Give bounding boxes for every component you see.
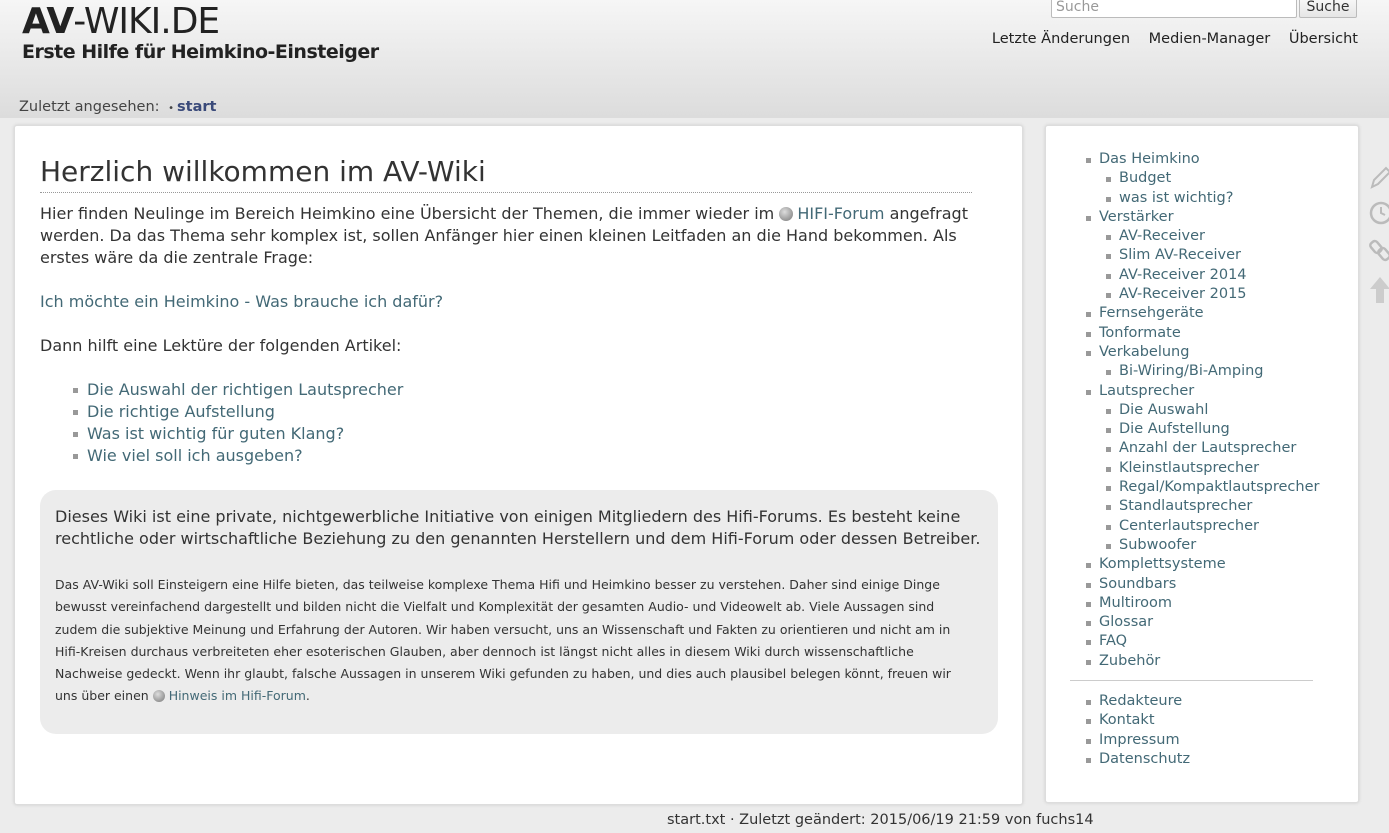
sidebar-item-multiroom[interactable]: Multiroom	[1086, 594, 1319, 613]
edit-icon[interactable]	[1368, 165, 1389, 191]
article-link-speaker-selection[interactable]: Die Auswahl der richtigen Lautsprecher	[87, 380, 404, 399]
sidebar-item-das-heimkino[interactable]: Das Heimkino	[1086, 150, 1319, 169]
list-item	[73, 401, 403, 423]
sidebar-item-verkabelung[interactable]: Verkabelung	[1086, 343, 1319, 362]
sidebar-item-tonformate[interactable]: Tonformate	[1086, 324, 1319, 343]
logo-subtitle: Erste Hilfe für Heimkino-Einsteiger	[22, 41, 379, 63]
search-button[interactable]: Suche	[1299, 0, 1357, 18]
article-link-budget[interactable]: Wie viel soll ich ausgeben?	[87, 446, 303, 465]
sidebar-item-slim-av-receiver[interactable]: Slim AV-Receiver	[1106, 246, 1319, 265]
globe-icon	[153, 690, 165, 702]
hifi-forum-link[interactable]: HIFI-Forum	[797, 204, 885, 223]
sidebar-item-zubehör[interactable]: Zubehör	[1086, 652, 1319, 671]
sidebar-item-imprint[interactable]: Impressum	[1086, 731, 1190, 750]
page-info: start.txt · Zuletzt geändert: 2015/06/19 21:59 von fuchs14	[667, 812, 1094, 828]
sidebar-item-contact[interactable]: Kontakt	[1086, 711, 1190, 730]
list-item	[73, 379, 403, 401]
sidebar-item-av-receiver-2015[interactable]: AV-Receiver 2015	[1106, 285, 1319, 304]
list-item	[73, 423, 403, 445]
site-logo[interactable]	[22, 2, 379, 62]
hifi-forum-hint-link[interactable]: Hinweis im Hifi-Forum	[168, 688, 306, 704]
sidebar-item-budget[interactable]: Budget	[1106, 169, 1319, 188]
disclaimer-main-text: Dieses Wiki ist eine private, nichtgewerbliche Initiative von einigen Mitgliedern des Hifi-Forums. Es besteht keine rechtliche oder wirtschaftliche Beziehung zu den genannten Herstellern und dem Hifi-Forum oder dessen Betreiber.	[55, 507, 981, 548]
sidebar-item-anzahl-der-lautsprecher[interactable]: Anzahl der Lautsprecher	[1106, 439, 1319, 458]
sidebar-item-editors[interactable]: Redakteure	[1086, 692, 1190, 711]
article-link-placement[interactable]: Die richtige Aufstellung	[87, 402, 275, 421]
sidebar-item-kleinstlautsprecher[interactable]: Kleinstlautsprecher	[1106, 459, 1319, 478]
page-content	[14, 125, 1023, 805]
sidebar	[1045, 125, 1359, 803]
articles-intro: Dann hilft eine Lektüre der folgenden Artikel:	[40, 336, 402, 355]
recent-changes-link[interactable]: Letzte Änderungen	[991, 31, 1131, 47]
site-header	[0, 0, 1389, 118]
intro-text-before: Hier finden Neulinge im Bereich Heimkino eine Übersicht der Themen, die immer wieder im	[40, 204, 775, 223]
question-link[interactable]: Ich möchte ein Heimkino - Was brauche ich dafür?	[40, 292, 444, 311]
sidebar-divider	[1070, 680, 1313, 681]
breadcrumb-bullet: •	[168, 103, 175, 114]
disclaimer-detail-body: Das AV-Wiki soll Einsteigern eine Hilfe bieten, das teilweise komplexe Thema Hifi und Heimkino besser zu verstehen. Daher sind einige Dinge bewusst vereinfachend dargestellt und bilden nicht die Vielfalt und Komplexität der gesamten Audio- und Videowelt ab. Viele Aussagen sind zudem die subjektive Meinung und Erfahrung der Autoren. Wir haben versucht, uns an Wissenschaft und Fakten zu orientieren und nicht am in Hifi-Kreisen durchaus verbreiteten eher esoterischen Glauben, aber dennoch ist längst nicht alles in diesem Wiki durch wissenschaftliche Nachweise gedeckt. Wenn ihr glaubt, falsche Aussagen in unserem Wiki gefunden zu haben, und dies auch plausibel belegen könnt, freuen wir uns über einen	[55, 577, 951, 704]
media-manager-link[interactable]: Medien-Manager	[1148, 31, 1271, 47]
back-to-top-icon[interactable]	[1368, 275, 1389, 301]
backlinks-icon[interactable]	[1368, 237, 1389, 263]
sidebar-item-die-aufstellung[interactable]: Die Aufstellung	[1106, 420, 1319, 439]
intro-paragraph	[40, 203, 980, 269]
sidebar-item-subwoofer[interactable]: Subwoofer	[1106, 536, 1319, 555]
sidebar-meta-links	[1086, 692, 1190, 769]
user-tools	[978, 31, 1358, 47]
sidebar-item-bi-wiring-bi-amping[interactable]: Bi-Wiring/Bi-Amping	[1106, 362, 1319, 381]
sidebar-item-soundbars[interactable]: Soundbars	[1086, 575, 1319, 594]
disclaimer-detail-text	[55, 574, 975, 708]
sidebar-item-privacy[interactable]: Datenschutz	[1086, 750, 1190, 769]
breadcrumb-label: Zuletzt angesehen:	[19, 99, 160, 115]
globe-icon	[779, 207, 793, 221]
logo-rest: -WIKI.DE	[73, 1, 220, 42]
sidebar-item-regal-kompaktlautsprecher[interactable]: Regal/Kompaktlautsprecher	[1106, 478, 1319, 497]
sidebar-item-standlautsprecher[interactable]: Standlautsprecher	[1106, 497, 1319, 516]
article-list	[73, 379, 403, 467]
logo-title[interactable]	[22, 2, 379, 42]
logo-bold: AV	[22, 1, 74, 42]
sitemap-link[interactable]: Übersicht	[1288, 31, 1358, 47]
breadcrumb	[19, 99, 216, 115]
sidebar-navigation	[1086, 150, 1319, 671]
search-input[interactable]	[1051, 0, 1297, 18]
disclaimer-end: .	[305, 688, 310, 704]
sidebar-item-fernsehgeräte[interactable]: Fernsehgeräte	[1086, 304, 1319, 323]
sidebar-item-centerlautsprecher[interactable]: Centerlautsprecher	[1106, 517, 1319, 536]
sidebar-item-lautsprecher[interactable]: Lautsprecher	[1086, 382, 1319, 401]
sidebar-item-glossar[interactable]: Glossar	[1086, 613, 1319, 632]
disclaimer-box	[40, 490, 998, 734]
article-link-good-sound[interactable]: Was ist wichtig für guten Klang?	[87, 424, 345, 443]
breadcrumb-start-link[interactable]: start	[177, 99, 217, 115]
sidebar-item-was-ist-wichtig-[interactable]: was ist wichtig?	[1106, 189, 1319, 208]
sidebar-item-komplettsysteme[interactable]: Komplettsysteme	[1086, 555, 1319, 574]
sidebar-item-av-receiver[interactable]: AV-Receiver	[1106, 227, 1319, 246]
history-icon[interactable]	[1368, 200, 1389, 226]
sidebar-item-verstärker[interactable]: Verstärker	[1086, 208, 1319, 227]
list-item	[73, 445, 403, 467]
sidebar-item-die-auswahl[interactable]: Die Auswahl	[1106, 401, 1319, 420]
intro-text-after: angefragt werden. Da das Thema sehr komplex ist, sollen Anfänger hier einen kleinen Leitfaden an die Hand bekommen. Als erstes wäre da die zentrale Frage:	[40, 204, 968, 267]
sidebar-item-faq[interactable]: FAQ	[1086, 632, 1319, 651]
page-title: Herzlich willkommen im AV-Wiki	[40, 152, 972, 193]
search-form	[1051, 0, 1350, 18]
sidebar-item-av-receiver-2014[interactable]: AV-Receiver 2014	[1106, 266, 1319, 285]
